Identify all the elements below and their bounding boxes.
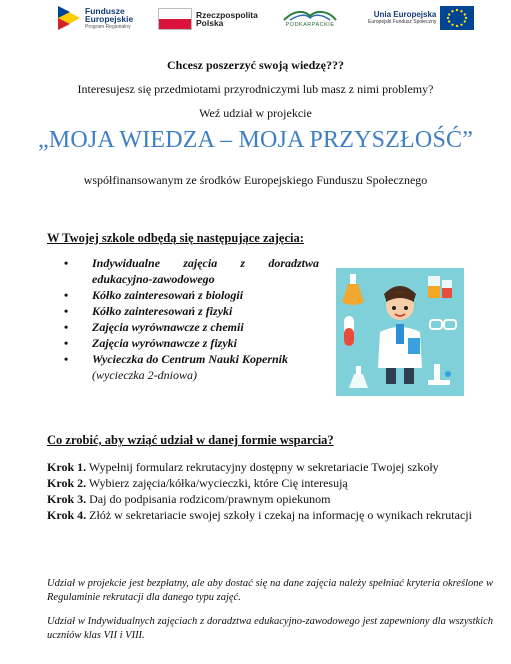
ue-line2: Europejski Fundusz Społeczny <box>368 19 437 25</box>
step-2: Krok 2. Wybierz zajęcia/kółka/wycieczki, które Cię interesują <box>47 476 348 490</box>
project-title: „MOJA WIEDZA – MOJA PRZYSZŁOŚĆ” <box>37 127 474 153</box>
list-item: • Zajęcia wyrównawcze z fizyki <box>64 335 319 351</box>
activities-list <box>64 255 319 383</box>
fe-line3: Program Regionalny <box>85 23 131 30</box>
unia-europejska-logo <box>368 6 474 30</box>
science-illustration <box>336 268 464 396</box>
intro-problem: Interesujesz się przedmiotami przyrodniczymi lub masz z nimi problemy? <box>77 82 434 96</box>
list-item: • Wycieczka do Centrum Nauki Kopernik (wycieczka 2-dniowa) <box>64 351 319 383</box>
logo-bar <box>0 0 511 42</box>
fundusze-europejskie-logo <box>56 4 133 32</box>
list-item: • Kółko zainteresowań z fizyki <box>64 303 319 319</box>
fe-star-icon <box>56 4 82 32</box>
ue-line1: Unia Europejska <box>373 10 437 19</box>
rp-line1: Rzeczpospolita <box>196 9 258 20</box>
podkarpackie-logo <box>282 8 338 29</box>
how-heading: Co zrobić, aby wziąć udział w danej formie wsparcia? <box>47 433 334 447</box>
cofinance-line: współfinansowanym ze środków Europejskiego Funduszu Społecznego <box>83 173 428 187</box>
test-tube-icon <box>344 316 354 346</box>
note-guaranteed: Udział w Indywidualnych zajęciach z doradztwa edukacyjno-zawodowego jest zapewniony dla wszystkich uczniów klas VII i VIII. <box>47 616 493 641</box>
list-item: • Zajęcia wyrównawcze z chemii <box>64 319 319 335</box>
trip-note: (wycieczka 2-dniowa) <box>92 368 197 382</box>
intro-invite: Weź udział w projekcie <box>199 106 312 120</box>
activities-heading: W Twojej szkole odbędą się następujące zajęcia: <box>47 231 304 245</box>
fe-line1: Fundusze <box>85 5 125 16</box>
rzeczpospolita-polska-logo <box>158 8 258 30</box>
note-eligibility: Udział w projekcie jest bezpłatny, ale aby dostać się na dane zajęcia należy spełniać kryteria określone w Regulaminie rekrutacji dla danego typu zajęć. <box>47 578 493 603</box>
podkarpackie-emblem-icon <box>282 8 338 22</box>
step-1: Krok 1. Wypełnij formularz rekrutacyjny dostępny w sekretariacie Twojej szkoły <box>47 460 439 474</box>
list-item: • Kółko zainteresowań z biologii <box>64 287 319 303</box>
fe-line2: Europejskie <box>85 14 134 24</box>
step-4: Krok 4. Złóż w sekretariacie swojej szkoły i czekaj na informację o wynikach rekrutacji <box>47 508 472 522</box>
steps-list <box>47 459 493 523</box>
intro-question: Chcesz poszerzyć swoją wiedzę??? <box>167 58 344 72</box>
polish-flag-icon <box>158 8 192 30</box>
pk-text: PODKARPACKIE <box>285 22 335 28</box>
rp-line2: Polska <box>196 18 224 28</box>
step-3: Krok 3. Daj do podpisania rodzicom/prawnym opiekunom <box>47 492 331 506</box>
eu-flag-icon <box>440 6 474 30</box>
list-item: • Indywidualne zajęcia z doradztwa edukacyjno-zawodowego <box>64 255 319 287</box>
